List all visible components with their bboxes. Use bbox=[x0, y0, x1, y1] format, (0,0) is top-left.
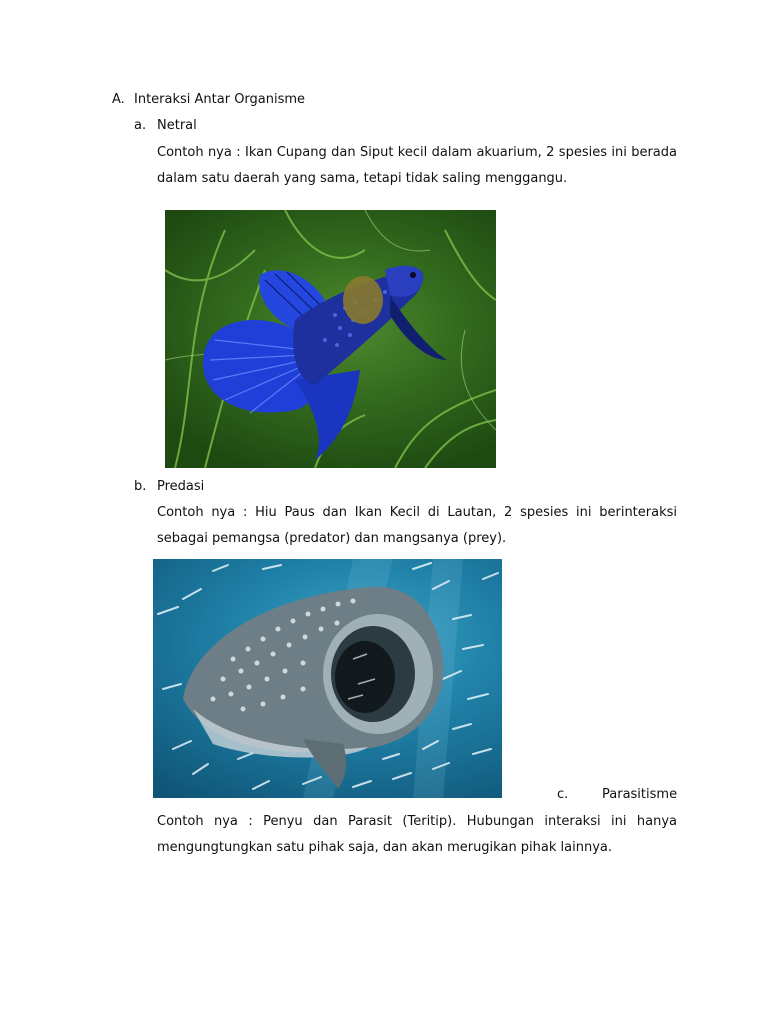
item-c-marker: c. bbox=[557, 787, 569, 802]
whale-shark-photo bbox=[153, 559, 502, 798]
betta-fish-illustration bbox=[165, 210, 496, 468]
item-c-title: Parasitisme bbox=[602, 787, 678, 802]
item-a-marker: a. bbox=[134, 118, 147, 133]
item-b-title: Predasi bbox=[157, 479, 205, 494]
betta-fish-photo bbox=[165, 210, 496, 468]
item-b-description: Contoh nya : Hiu Paus dan Ikan Kecil di Lautan, 2 spesies ini berinteraksi sebagai pemangsa (predator) dan mangsanya (prey). bbox=[157, 505, 677, 546]
section-title: Interaksi Antar Organisme bbox=[134, 92, 306, 107]
section-marker: A. bbox=[112, 92, 125, 107]
item-a-description: Contoh nya : Ikan Cupang dan Siput kecil dalam akuarium, 2 spesies ini berada dalam satu daerah yang sama, tetapi tidak saling menggangu. bbox=[157, 145, 677, 186]
item-a-title: Netral bbox=[157, 118, 197, 133]
item-c-description: Contoh nya : Penyu dan Parasit (Teritip). Hubungan interaksi ini hanya mengungtungkan satu pihak saja, dan akan merugikan pihak lainnya. bbox=[157, 814, 677, 855]
whale-shark-illustration bbox=[153, 559, 502, 798]
item-b-marker: b. bbox=[134, 479, 147, 494]
